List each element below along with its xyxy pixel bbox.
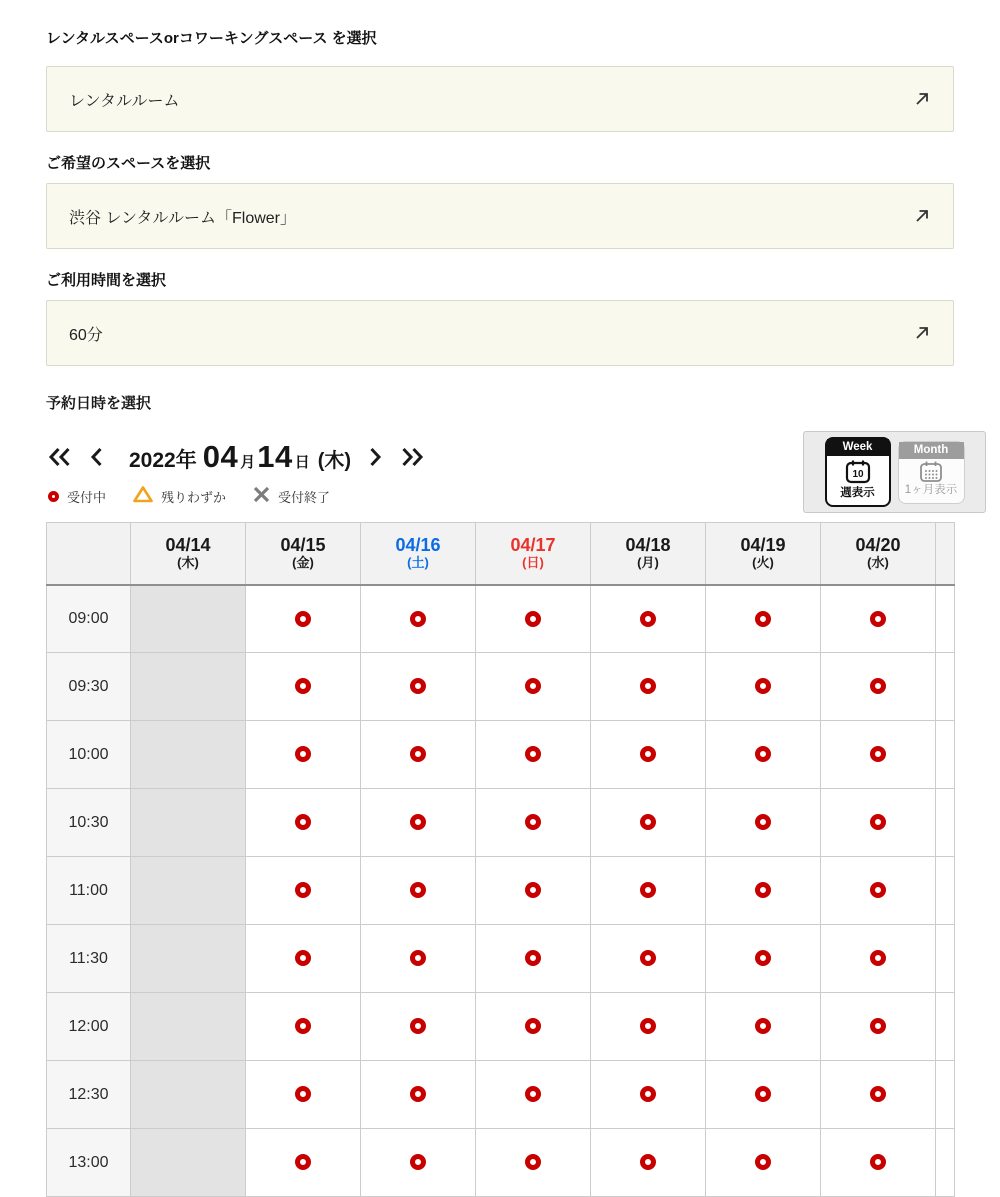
available-circle-icon — [640, 882, 656, 898]
available-circle-icon — [410, 678, 426, 694]
available-circle-icon — [870, 814, 886, 830]
available-circle-icon — [640, 1018, 656, 1034]
time-slot-available[interactable] — [246, 993, 361, 1061]
available-circle-icon — [640, 1154, 656, 1170]
time-slot-available[interactable] — [821, 1061, 936, 1129]
time-slot-available[interactable] — [591, 789, 706, 857]
available-circle-icon — [640, 678, 656, 694]
available-circle-icon — [295, 950, 311, 966]
time-slot-available[interactable] — [821, 993, 936, 1061]
space-label: ご希望のスペースを選択 — [46, 155, 211, 172]
time-slot-available[interactable] — [706, 1129, 821, 1197]
time-slot-available[interactable] — [821, 653, 936, 721]
available-circle-icon — [755, 1086, 771, 1102]
time-slot-available[interactable] — [361, 585, 476, 653]
time-slot-available[interactable] — [591, 721, 706, 789]
day-header-04-20: 04/20 (水) — [821, 523, 936, 585]
time-slot-available[interactable] — [821, 721, 936, 789]
calendar-month-icon — [918, 459, 944, 486]
arrow-up-right-icon — [913, 90, 931, 108]
available-circle-icon — [295, 1018, 311, 1034]
clipped-cell — [936, 925, 955, 993]
table-row — [47, 721, 955, 789]
time-slot-available[interactable] — [476, 1061, 591, 1129]
time-slot-available[interactable] — [591, 1129, 706, 1197]
available-circle-icon — [870, 1154, 886, 1170]
time-slot-available[interactable] — [706, 653, 821, 721]
time-label: 10:30 — [47, 789, 131, 857]
time-slot-available[interactable] — [591, 925, 706, 993]
time-label: 13:00 — [47, 1129, 131, 1197]
legend-few-left-label: 残りわずか — [161, 490, 227, 505]
time-slot-available[interactable] — [361, 1129, 476, 1197]
clipped-cell — [936, 857, 955, 925]
clipped-cell — [936, 1129, 955, 1197]
table-row — [47, 993, 955, 1061]
available-circle-icon — [640, 746, 656, 762]
date-day-unit: 日 — [294, 454, 310, 471]
time-slot-available[interactable] — [706, 1061, 821, 1129]
day-header-04-15: 04/15 (金) — [246, 523, 361, 585]
time-label: 09:00 — [47, 585, 131, 653]
time-slot-available[interactable] — [246, 1129, 361, 1197]
time-slot-available[interactable] — [821, 1129, 936, 1197]
time-slot-available[interactable] — [476, 993, 591, 1061]
available-circle-icon — [755, 814, 771, 830]
time-slot-available[interactable] — [591, 585, 706, 653]
month-tag: Month — [899, 442, 964, 459]
prev-day-button[interactable] — [91, 447, 103, 467]
time-slot-available[interactable] — [246, 925, 361, 993]
space-value: 渋谷 レンタルルーム「Flower」 — [69, 209, 297, 227]
available-circle-icon — [755, 950, 771, 966]
available-circle-icon — [295, 1154, 311, 1170]
time-slot-available[interactable] — [361, 1061, 476, 1129]
available-circle-icon — [525, 814, 541, 830]
time-slot-unavailable — [131, 585, 246, 653]
available-circle-icon — [525, 611, 541, 627]
clipped-cell — [936, 789, 955, 857]
time-slot-available[interactable] — [246, 721, 361, 789]
table-row — [47, 1061, 955, 1129]
space-type-label: レンタルスペースorコワーキングスペース を選択 — [46, 30, 377, 47]
duration-value: 60分 — [69, 326, 103, 344]
date-month-unit: 月 — [240, 454, 256, 471]
time-slot-available[interactable] — [476, 585, 591, 653]
red-circle-icon — [48, 491, 59, 502]
prev-week-button[interactable] — [48, 447, 71, 467]
available-circle-icon — [525, 1086, 541, 1102]
time-slot-available[interactable] — [476, 789, 591, 857]
available-circle-icon — [755, 1154, 771, 1170]
available-circle-icon — [640, 950, 656, 966]
time-slot-unavailable — [131, 925, 246, 993]
selected-date — [129, 439, 351, 475]
available-circle-icon — [640, 814, 656, 830]
arrow-up-right-icon — [913, 207, 931, 225]
time-slot-unavailable — [131, 789, 246, 857]
time-slot-available[interactable] — [591, 993, 706, 1061]
time-slot-unavailable — [131, 857, 246, 925]
legend-closed — [253, 486, 330, 508]
time-label: 09:30 — [47, 653, 131, 721]
table-row — [47, 789, 955, 857]
available-circle-icon — [870, 611, 886, 627]
available-circle-icon — [755, 882, 771, 898]
day-header-04-16: 04/16 (土) — [361, 523, 476, 585]
table-row — [47, 653, 955, 721]
clipped-cell — [936, 1061, 955, 1129]
time-slot-unavailable — [131, 721, 246, 789]
time-slot-available[interactable] — [821, 789, 936, 857]
available-circle-icon — [295, 611, 311, 627]
space-select[interactable] — [46, 183, 954, 249]
time-slot-available[interactable] — [476, 1129, 591, 1197]
time-label: 11:00 — [47, 857, 131, 925]
time-slot-available[interactable] — [246, 857, 361, 925]
time-slot-available[interactable] — [591, 857, 706, 925]
time-slot-available[interactable] — [821, 585, 936, 653]
table-body — [47, 585, 955, 1197]
available-circle-icon — [410, 1018, 426, 1034]
week-tag: Week — [827, 439, 889, 456]
available-circle-icon — [870, 882, 886, 898]
time-slot-available[interactable] — [706, 789, 821, 857]
space-type-value: レンタルルーム — [69, 92, 180, 110]
chevron-right-icon — [369, 447, 381, 467]
next-day-button[interactable] — [369, 447, 381, 467]
table-corner — [47, 523, 131, 585]
day-header-04-14: 04/14 (木) — [131, 523, 246, 585]
chevron-double-right-icon — [401, 447, 424, 467]
time-slot-available[interactable] — [246, 1061, 361, 1129]
available-circle-icon — [640, 1086, 656, 1102]
time-slot-available[interactable] — [706, 585, 821, 653]
duration-select[interactable] — [46, 300, 954, 366]
time-slot-available[interactable] — [246, 789, 361, 857]
legend-available — [48, 487, 106, 506]
available-circle-icon — [295, 882, 311, 898]
available-circle-icon — [525, 1018, 541, 1034]
clipped-cell — [936, 721, 955, 789]
table-row — [47, 925, 955, 993]
status-legend — [48, 485, 357, 508]
available-circle-icon — [755, 746, 771, 762]
table-head — [47, 523, 955, 585]
clipped-cell — [936, 653, 955, 721]
availability-table — [46, 522, 955, 1197]
time-slot-available[interactable] — [361, 857, 476, 925]
time-slot-available[interactable] — [706, 993, 821, 1061]
available-circle-icon — [755, 678, 771, 694]
clipped-day-header — [936, 523, 955, 585]
available-circle-icon — [410, 1154, 426, 1170]
available-circle-icon — [295, 746, 311, 762]
time-label: 12:30 — [47, 1061, 131, 1129]
time-slot-unavailable — [131, 1061, 246, 1129]
time-slot-available[interactable] — [476, 721, 591, 789]
date-navigation — [48, 439, 424, 475]
table-row — [47, 1129, 955, 1197]
day-header-04-17: 04/17 (日) — [476, 523, 591, 585]
available-circle-icon — [410, 882, 426, 898]
available-circle-icon — [295, 678, 311, 694]
clipped-cell — [936, 993, 955, 1061]
arrow-up-right-icon — [913, 324, 931, 342]
available-circle-icon — [525, 882, 541, 898]
available-circle-icon — [870, 1086, 886, 1102]
time-slot-unavailable — [131, 1129, 246, 1197]
date-day: 14 — [257, 439, 293, 474]
time-slot-available[interactable] — [706, 925, 821, 993]
available-circle-icon — [640, 611, 656, 627]
week-label: 週表示 — [840, 486, 875, 499]
time-slot-unavailable — [131, 993, 246, 1061]
available-circle-icon — [295, 1086, 311, 1102]
day-header-04-18: 04/18 (月) — [591, 523, 706, 585]
available-circle-icon — [410, 1086, 426, 1102]
available-circle-icon — [525, 950, 541, 966]
calendar-header — [46, 413, 958, 522]
timetable-viewport — [46, 522, 954, 1171]
gray-cross-icon — [253, 486, 270, 508]
time-slot-available[interactable] — [246, 653, 361, 721]
clipped-cell — [936, 585, 955, 653]
available-circle-icon — [870, 746, 886, 762]
time-slot-available[interactable] — [591, 653, 706, 721]
duration-label: ご利用時間を選択 — [46, 272, 167, 289]
date-year: 2022年 — [129, 449, 197, 472]
space-type-select[interactable] — [46, 66, 954, 132]
time-slot-available[interactable] — [476, 653, 591, 721]
date-month: 04 — [202, 439, 239, 474]
available-circle-icon — [525, 746, 541, 762]
table-row — [47, 857, 955, 925]
available-circle-icon — [525, 1154, 541, 1170]
time-slot-available[interactable] — [361, 925, 476, 993]
calendar-week-icon — [844, 456, 872, 488]
time-slot-unavailable — [131, 653, 246, 721]
time-slot-available[interactable] — [361, 721, 476, 789]
time-slot-available[interactable] — [361, 993, 476, 1061]
chevron-left-icon — [91, 447, 103, 467]
time-slot-available[interactable] — [821, 857, 936, 925]
time-slot-available[interactable] — [821, 925, 936, 993]
time-slot-available[interactable] — [361, 789, 476, 857]
time-slot-available[interactable] — [476, 857, 591, 925]
available-circle-icon — [525, 678, 541, 694]
available-circle-icon — [410, 814, 426, 830]
time-slot-available[interactable] — [361, 653, 476, 721]
available-circle-icon — [410, 950, 426, 966]
month-view-button[interactable] — [898, 441, 965, 504]
week-view-button[interactable] — [825, 437, 891, 507]
svg-text:10: 10 — [851, 468, 864, 480]
time-label: 12:00 — [47, 993, 131, 1061]
view-toggle — [803, 431, 986, 513]
time-slot-available[interactable] — [591, 1061, 706, 1129]
chevron-double-left-icon — [48, 447, 71, 467]
legend-closed-label: 受付終了 — [278, 490, 331, 505]
time-slot-available[interactable] — [476, 925, 591, 993]
time-slot-available[interactable] — [706, 857, 821, 925]
available-circle-icon — [410, 611, 426, 627]
time-slot-available[interactable] — [706, 721, 821, 789]
available-circle-icon — [870, 950, 886, 966]
time-label: 10:00 — [47, 721, 131, 789]
month-label: 1ヶ月表示 — [904, 484, 958, 496]
time-label: 11:30 — [47, 925, 131, 993]
orange-triangle-icon — [133, 485, 153, 508]
available-circle-icon — [755, 611, 771, 627]
time-slot-available[interactable] — [246, 585, 361, 653]
legend-few-left — [133, 485, 226, 508]
table-row — [47, 585, 955, 653]
available-circle-icon — [870, 678, 886, 694]
available-circle-icon — [755, 1018, 771, 1034]
day-header-04-19: 04/19 (火) — [706, 523, 821, 585]
legend-available-label: 受付中 — [67, 490, 107, 505]
next-week-button[interactable] — [401, 447, 424, 467]
available-circle-icon — [870, 1018, 886, 1034]
available-circle-icon — [295, 814, 311, 830]
date-weekday: (木) — [317, 450, 352, 472]
available-circle-icon — [410, 746, 426, 762]
datetime-heading: 予約日時を選択 — [46, 395, 152, 412]
